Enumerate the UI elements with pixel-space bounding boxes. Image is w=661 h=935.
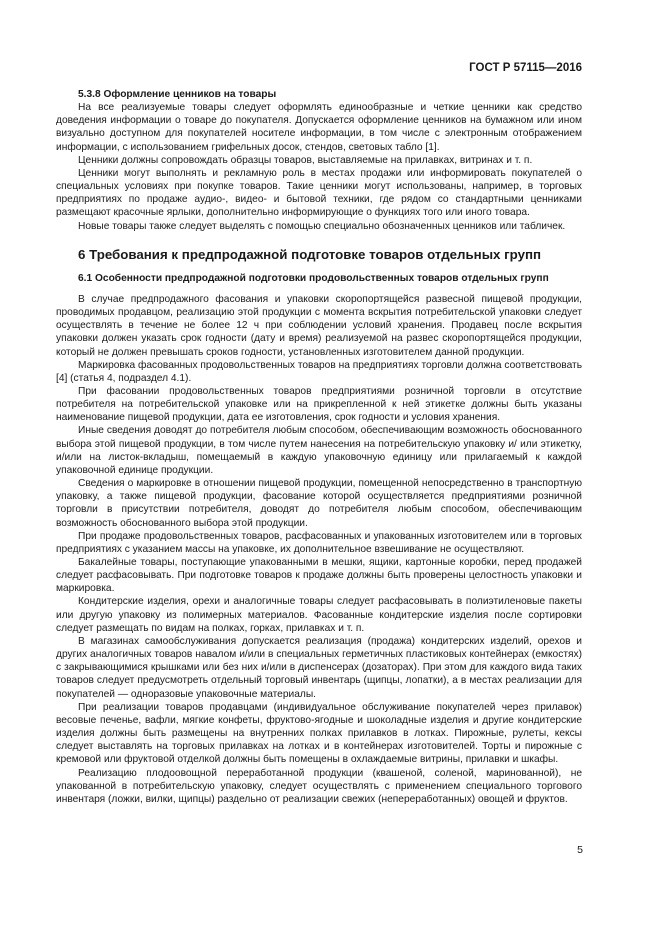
paragraph: Реализацию плодоовощной переработанной продукции (квашеной, соленой, маринованной), не упакованной в потребительскую упаковку, следует осуществлять с применением специального торгового инвентаря (ложки, вилки, щипцы) раздельно от реализации свежих (непереработанных) овощей и фруктов.: [56, 767, 582, 805]
paragraph: В случае предпродажного фасования и упаковки скоропортящейся развесной пищевой продукции, проводимых продавцом, реализацию этой продукции с момента вскрытия потребительской упаковки следует осуществлять в течение не более 12 ч при соблюдении условий хранения. Продавец после вскрытия упаковки должен указать срок годности (дату и время) реализуемой на развес скоропортящейся продукции, который не должен превышать сроков годности, установленных изготовителем данной продукции.: [56, 293, 582, 358]
paragraph: Маркировка фасованных продовольственных товаров на предприятиях торговли должна соответствовать [4] (статья 4, подраздел 4.1).: [56, 359, 583, 384]
section-6-title: 6 Требования к предпродажной подготовке товаров отдельных групп: [78, 246, 542, 262]
paragraph: В магазинах самообслуживания допускается реализация (продажа) кондитерских изделий, орехов и других аналогичных товаров навалом и/или в специальных герметичных пластиковых контейнерах (емкостях) с закрывающимися крышками или без них и/или в диспенсерах (дозаторах). При этом для каждого вида таких товаров следует предусмотреть отдельный торговый инвентарь (щипцы, лопатки), а в местах реализации для покупателей — одноразовые упаковочные материалы.: [56, 635, 582, 700]
spacer: [56, 263, 582, 272]
spacer: [56, 285, 582, 293]
standard-code-header: ГОСТ Р 57115—2016: [469, 62, 582, 74]
paragraph: Ценники должны сопровождать образцы товаров, выставляемые на прилавках, витринах и т. п.: [78, 154, 533, 166]
paragraph: При продаже продовольственных товаров, расфасованных и упакованных изготовителем или в торговых предприятиях с указанием массы на упаковке, их дополнительное взвешивание не осуществляют.: [56, 530, 582, 555]
paragraph: На все реализуемые товары следует оформлять единообразные и четкие ценники как средство доведения информации о товаре до покупателя. Допускается оформление ценников на бумажном или ином визуально доступном для покупателей носителе информации, в том числе с электронным отображением информации, с использованием грифельных досок, стендов, световых табло [1].: [56, 102, 582, 153]
section-5-3-8-title: 5.3.8 Оформление ценников на товары: [78, 89, 277, 100]
paragraph: Ценники могут выполнять и рекламную роль в местах продажи или информировать покупателей о специальных условиях при покупке товаров. Такие ценники могут использованы, например, в торговых предприятиях по продаже аудио-, видео- и бытовой техники, где рядом со стандартными ценниками размещают красочные ярлыки, дополнительно информирующие о функциях того или иного товара.: [56, 167, 582, 219]
paragraph: При реализации товаров продавцами (индивидуальное обслуживание покупателей через прилавок) весовые печенье, вафли, мягкие конфеты, фруктово-ягодные и шоколадные изделия и другие кондитерские изделия должны быть размещены на внутренних полках прилавков в лотках. Пирожные, рулеты, кексы следует выставлять на торговых прилавках на лотках и в контейнерах изготовителей. Торты и пирожные с кремовой или фруктовой отделкой должны быть помещены в охлаждаемые витрины, прилавки и шкафы.: [56, 701, 582, 766]
spacer: [56, 233, 582, 246]
paragraph: Бакалейные товары, поступающие упакованными в мешки, ящики, картонные коробки, перед продажей следует расфасовывать. При подготовке товаров к продаже должны быть проверены целостность упаковки и маркировка.: [56, 557, 582, 595]
section-6-1-title: 6.1 Особенности предпродажной подготовки продовольственных товаров отдельных групп: [78, 272, 549, 284]
paragraph: При фасовании продовольственных товаров предприятиями розничной торговли в отсутствие потребителя на потребительской упаковке или на прикрепленной к ней этикетке должны быть указаны наименование пищевой продукции, дата ее изготовления, срок годности и условия хранения.: [56, 385, 582, 424]
page-number: 5: [577, 844, 583, 856]
paragraph: Новые товары также следует выделять с помощью специально обозначенных ценников или табличек.: [78, 220, 566, 232]
paragraph: Иные сведения доводят до потребителя любым способом, обеспечивающим возможность обоснованного выбора этой пищевой продукции, в том числе путем нанесения на потребительскую упаковку и/ или этикетку, и/или на листок-вкладыш, помещаемый в каждую упаковочную единицу или прилагаемый к каждой упаковочной единице продукции.: [56, 425, 582, 476]
paragraph: Кондитерские изделия, орехи и аналогичные товары следует расфасовывать в полиэтиленовые пакеты или другую упаковку из полимерных материалов. Фасованные кондитерские изделия после сортировки следует размещать по видам на полках, горках, прилавках и т. п.: [56, 596, 582, 634]
page-content: [56, 88, 582, 806]
paragraph: Сведения о маркировке в отношении пищевой продукции, помещенной непосредственно в транспортную упаковку, а также пищевой продукции, фасование которой осуществляется предприятиями розничной торговли в присутствии потребителя, доводят до потребителя любым способом, обеспечивающим возможность обоснованного выбора этой продукции.: [56, 478, 582, 529]
